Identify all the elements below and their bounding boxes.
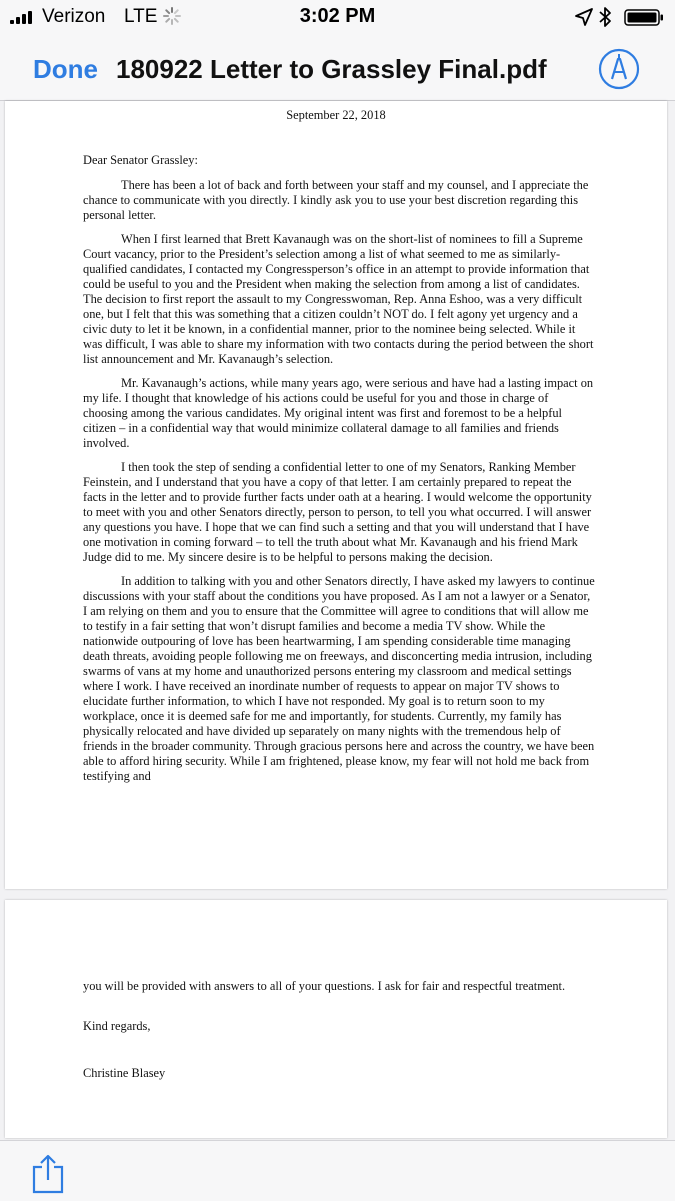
markup-pen-icon[interactable] xyxy=(598,48,640,90)
location-arrow-icon xyxy=(574,7,594,27)
battery-icon xyxy=(624,9,664,26)
letter-body xyxy=(83,178,595,793)
pdf-page-2 xyxy=(5,900,667,1138)
paragraph: you will be provided with answers to all of your questions. I ask for fair and respectful treatment. xyxy=(83,979,566,993)
signature-name: Christine Blasey xyxy=(83,1066,166,1080)
bottom-toolbar xyxy=(0,1140,675,1201)
paragraph: I then took the step of sending a confidential letter to one of my Senators, Ranking Member Feinstein, and I understand that you have a copy of that letter. I am certainly prepared to repeat the facts in the letter and to provide further facts under oath at a hearing. I would welcome the opportunity to meet with you and other Senators directly, person to person, to tell you what occurred. I will answer any questions you have. I hope that we can find such a setting and that you will understand that I have one motivation in coming forward – to tell the truth about what Mr. Kavanaugh and his friend Mark Judge did to me. My sincere desire is to be helpful to persons making the decision. xyxy=(83,460,592,564)
salutation: Dear Senator Grassley: xyxy=(83,153,198,167)
network-label: LTE xyxy=(124,6,158,27)
document-title: 180922 Letter to Grassley Final.pdf xyxy=(116,54,547,84)
carrier-label: Verizon xyxy=(42,6,106,27)
closing: Kind regards, xyxy=(83,1019,151,1033)
share-icon[interactable] xyxy=(30,1153,66,1195)
paragraph: In addition to talking with you and other Senators directly, I have asked my lawyers to continue discussions with your staff about the conditions you have proposed. As I am not a lawyer or a Senator, I am relying on them and you to ensure that the Committee will agree to conditions that will allow me to testify in a fair setting that won’t disrupt families and become a media TV show. While the nationwide outpouring of love has been heartwarming, I am spending considerable time managing death threats, avoiding people following me on freeways, and disconcerting media intrusion, including swarms of vans at my home and unauthorized persons entering my classroom and medical settings where I work. I have received an inordinate number of requests to appear on major TV shows to elucidate further information, to which I have not responded. My goal is to return soon to my workplace, once it is deemed safe for me and importantly, for students. Currently, my family has physically relocated and have divided up separately on many nights with the tremendous help of friends in the broader community. Through gracious persons here and across the country, we have been able to afford hiring security. While I am frightened, please know, my fear will not hold me back from testifying and xyxy=(83,574,595,783)
pdf-page-1 xyxy=(5,101,667,889)
letter-date: September 22, 2018 xyxy=(286,108,386,122)
bluetooth-icon xyxy=(598,6,612,28)
continued-text xyxy=(83,979,595,994)
clock: 3:02 PM xyxy=(299,5,376,27)
paragraph: There has been a lot of back and forth between your staff and my counsel, and I appreciate the chance to communicate with you directly. I kindly ask you to use your best discretion regarding this personal letter. xyxy=(83,178,589,222)
done-button[interactable]: Done xyxy=(33,54,98,84)
paragraph: Mr. Kavanaugh’s actions, while many years ago, were serious and have had a lasting impact on my life. I thought that knowledge of his actions could be useful for you and those in charge of choosing among the various candidates. My original intent was first and foremost to be a helpful citizen – in a confidential way that would minimize collateral damage to all families and friends involved. xyxy=(83,376,594,450)
paragraph: When I first learned that Brett Kavanaugh was on the short-list of nominees to fill a Supreme Court vacancy, prior to the President’s selection among a list of what seemed to me as similarly-qualified candidates, I contacted my Congressperson’s office in an attempt to provide information that could be useful to you and the President when making the selection from among a list of candidates. The decision to first report the assault to my Congresswoman, Rep. Anna Eshoo, was a very difficult one, but I felt that this was something that a citizen couldn’t NOT do. I felt agony yet urgency and a civic duty to let it be known, in a confidential manner, prior to the nominee being selected. While it was difficult, I was able to share my information with two contacts during the period between the short list announcement and Mr. Kavanaugh’s selection. xyxy=(83,232,594,366)
navigation-bar xyxy=(0,34,675,101)
status-bar xyxy=(0,0,675,34)
